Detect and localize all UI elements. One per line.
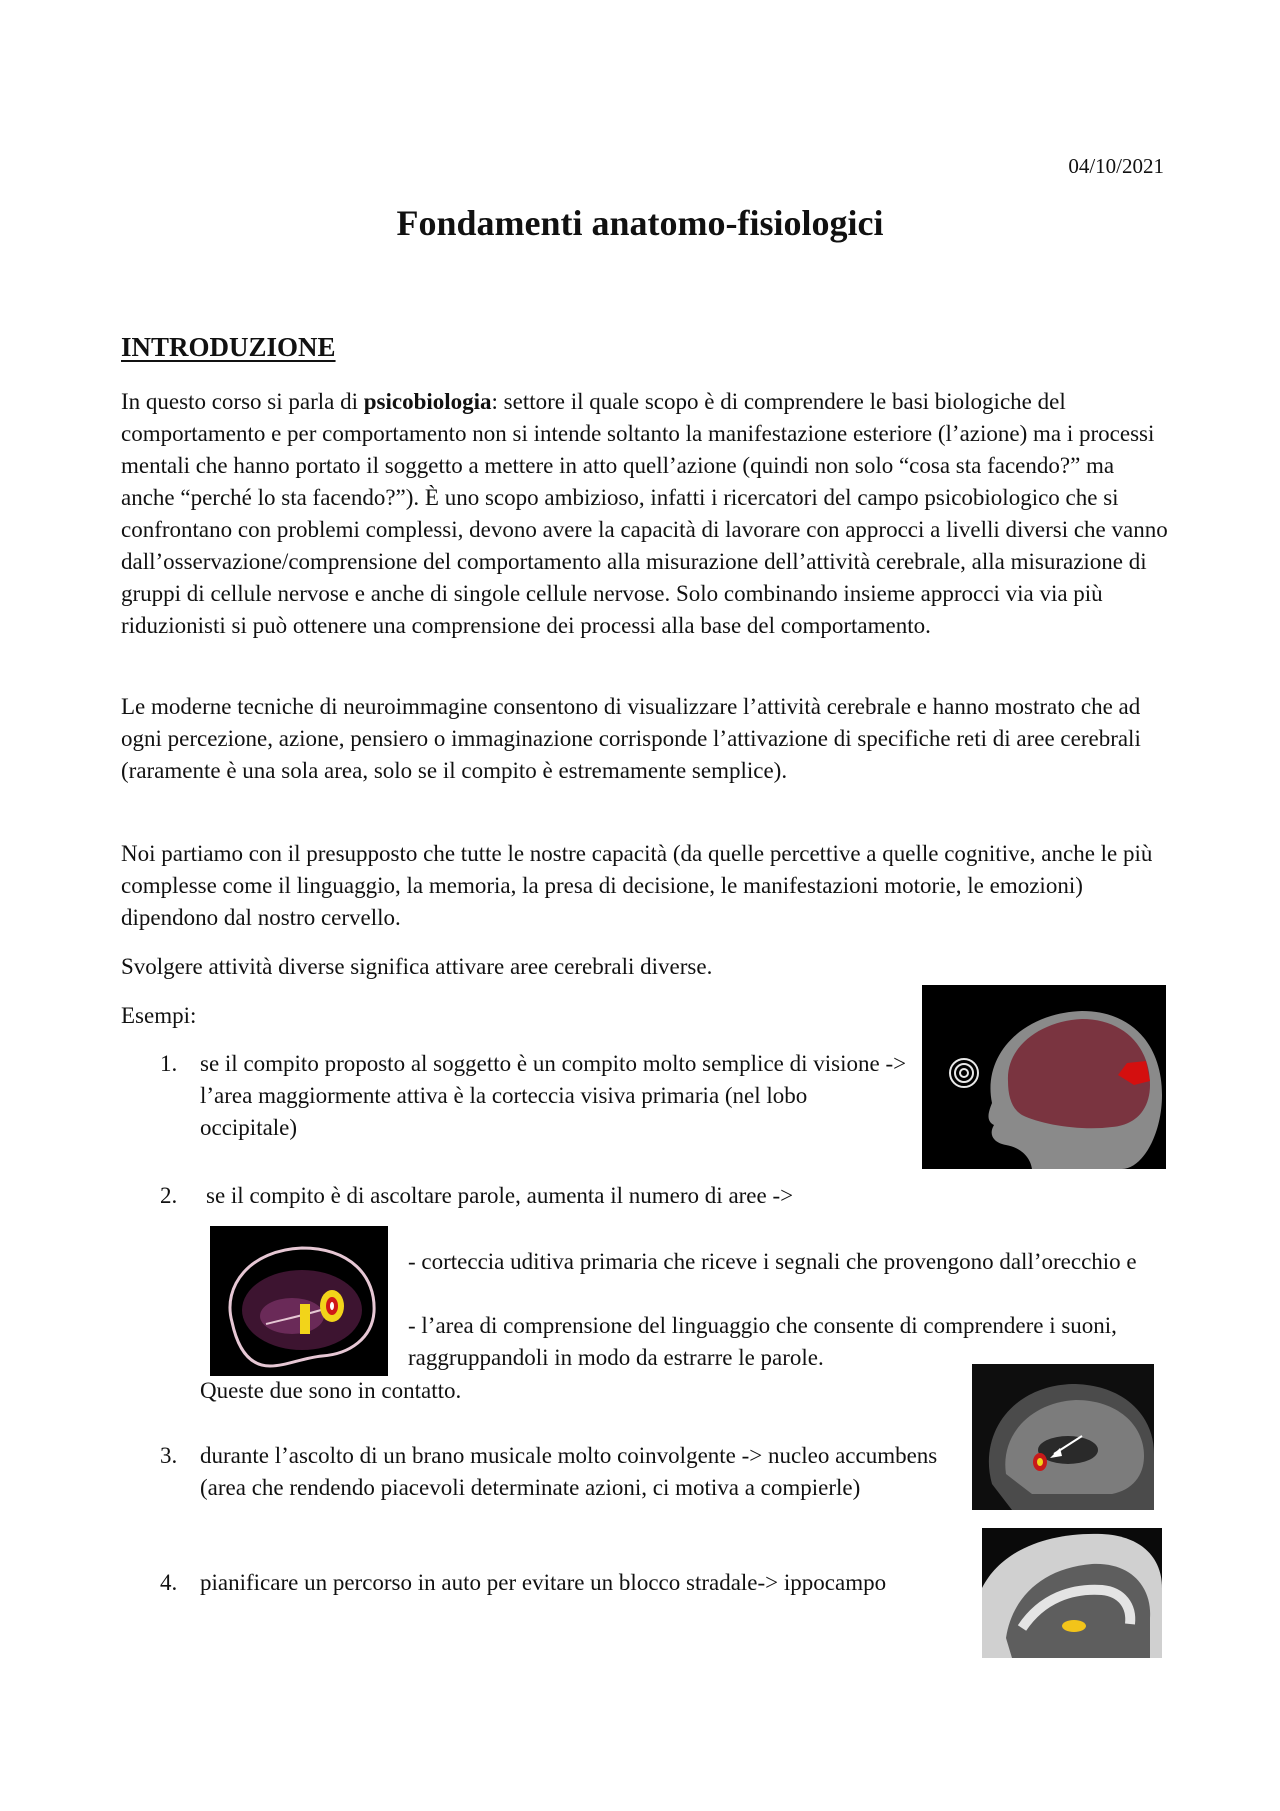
paragraph-intro-pre: In questo corso si parla di <box>121 389 364 414</box>
list-item-4: pianificare un percorso in auto per evitare un blocco stradale-> ippocampo <box>200 1570 887 1595</box>
page-title: Fondamenti anatomo-fisiologici <box>396 203 884 243</box>
list-number-3: 3. <box>160 1443 178 1468</box>
paragraph-activities: Svolgere attività diverse significa attivare aree cerebrali diverse. <box>121 954 713 979</box>
brain-nucleus-accumbens-image <box>972 1364 1154 1510</box>
paragraph-intro-post: : settore il quale scopo è di comprendere le basi biologiche del comportamento e per comportamento non si intende soltanto la manifestazione esteriore (l’azione) ma i processi mentali che hanno portato il soggetto a mettere in atto quell’azione (quindi non solo “cosa sta facendo?” ma anche “perché lo sta facendo?”). È uno scopo ambizioso, infatti i ricercatori del campo psicobiologico che si confrontano con problemi complessi, devono avere la capacità di lavorare con approcci a livelli diversi che vanno dall’osservazione/comprensione del comportamento alla misurazione dell’attività cerebrale, alla misurazione di gruppi di cellule nervose e anche di singole cellule nervose. Solo combinando insieme approcci via via più riduzionisti si può ottenere una comprensione dei processi alla base del comportamento. <box>121 389 1168 638</box>
paragraph-capacities: Noi partiamo con il presupposto che tutte le nostre capacità (da quelle percettive a quelle cognitive, anche le più complesse come il linguaggio, la memoria, la presa di decisione, le manifestazioni motorie, le emozioni) dipendono dal nostro cervello. <box>121 841 1153 930</box>
paragraph-intro <box>121 386 1171 642</box>
brain-auditory-scan-image <box>210 1226 388 1376</box>
examples-label: Esempi: <box>121 1003 197 1028</box>
sub-item-language-area: - l’area di comprensione del linguaggio che consente di comprendere i suoni, raggruppandoli in modo da estrarre le parole. <box>408 1313 1117 1370</box>
brain-hippocampus-image <box>982 1528 1162 1658</box>
list-number-1: 1. <box>160 1051 178 1076</box>
section-heading: INTRODUZIONE <box>121 332 336 362</box>
list-item-3: durante l’ascolto di un brano musicale molto coinvolgente -> nucleo accumbens (area che rendendo piacevoli determinate azioni, ci motiva a compierle) <box>200 1443 938 1500</box>
document-date: 04/10/2021 <box>1068 154 1164 178</box>
list-number-4: 4. <box>160 1570 178 1595</box>
list-item-1: se il compito proposto al soggetto è un compito molto semplice di visione -> l’area maggiormente attiva è la corteccia visiva primaria (nel lobo occipitale) <box>200 1051 907 1140</box>
paragraph-neuroimaging: Le moderne tecniche di neuroimmagine consentono di visualizzare l’attività cerebrale e hanno mostrato che ad ogni percezione, azione, pensiero o immaginazione corrisponde l’attivazione di specifiche reti di aree cerebrali (raramente è una sola area, solo se il compito è estremamente semplice). <box>121 694 1141 783</box>
list-item-2: se il compito è di ascoltare parole, aumenta il numero di aree -> <box>206 1183 794 1208</box>
sub-item-auditory-cortex: - corteccia uditiva primaria che riceve i segnali che provengono dall’orecchio e <box>408 1249 1137 1274</box>
list-number-2: 2. <box>160 1183 178 1208</box>
term-psicobiologia: psicobiologia <box>363 389 492 414</box>
head-visual-cortex-image <box>922 985 1166 1169</box>
contact-note: Queste due sono in contatto. <box>200 1378 462 1403</box>
